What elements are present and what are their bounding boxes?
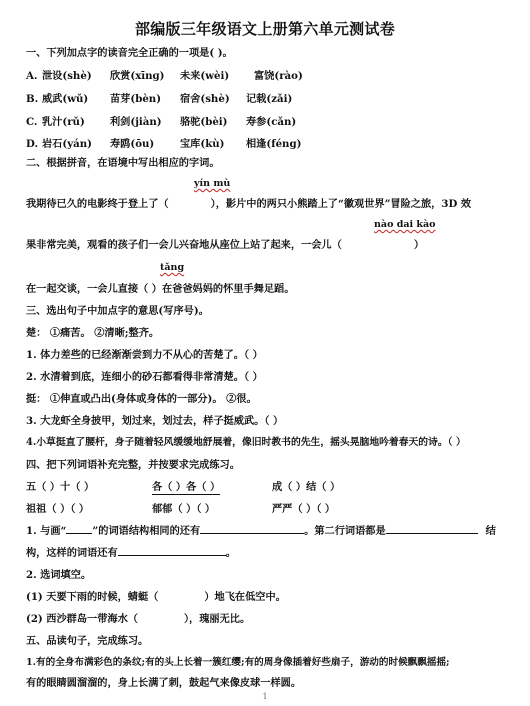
q2-sentence-2 [26, 238, 424, 252]
pinyin-yinmu: yín mù [194, 178, 231, 189]
q1-option-c-item: 寿参(cǎn) [246, 116, 297, 128]
q2-sentence-2-start: 果非常完美，观看的孩子们一会儿兴奋地从座位上站了起来，一会儿（ [26, 239, 342, 251]
idiom-ge-ge-underlined: 各（ ）各（ ） [152, 481, 221, 493]
q2-heading: 二、根据拼音，在语境中写出相应的字词。 [26, 157, 220, 169]
idiom-wu-shi: 五（ ）十（ ） [26, 481, 95, 493]
q1-option-a-item: 未来(wèi) [180, 70, 230, 82]
q3-sentence-4: 4.小草挺直了腰杆，身子随着轻风缓缓地舒展着，像旧时教书的先生，摇头晃脑地吟着春天的诗。（ ） [26, 437, 466, 448]
idiom-ge-ge [152, 480, 220, 495]
q3-sentence-2: 2. 水清着到底，连细小的砂石都看得非常清楚。（ ） [26, 371, 263, 383]
q1-option-d-item: 岩石(yán) [42, 138, 92, 150]
q4-ex1-part-e: 构，这样的词语还有 [26, 547, 118, 559]
q2-sentence-3: 在一起交谈，一会儿直接（ ）在爸爸妈妈的怀里手舞足蹈。 [26, 283, 295, 295]
pinyin-naodaikao: nào dai kào [374, 219, 436, 230]
q3-sentence-1: 1. 体力差些的已经渐渐尝到力不从心的苦楚了。（ ） [26, 349, 263, 361]
q1-option-d-item: 相逢(féng) [246, 138, 302, 150]
q4-fill-1-start: (1) 天要下雨的时候，蜻蜓（ [26, 591, 159, 603]
q4-ex1-part-c: 。第二行词语都是 [304, 525, 386, 537]
q1-option-a-item: 富饶(rào) [254, 70, 303, 82]
q1-option-b-item: 记载(zǎi) [246, 93, 293, 105]
q4-fill-1 [26, 590, 286, 604]
q3-definition-ting: 挺： ①伸直或凸出(身体或身体的一部分)。 ②很。 [26, 393, 257, 405]
q2-sentence-2-end: ） [413, 239, 424, 251]
q1-option-c-item: 骆驼(bèi) [180, 116, 228, 128]
q4-ex1-part-a: 1. 与画“ [26, 525, 67, 537]
q1-option-a-item: 欣赏(xīnɡ) [110, 70, 165, 82]
q3-sentence-3: 3. 大龙虾全身披甲，划过来，划过去，样子挺威武。（ ） [26, 415, 284, 427]
page-title: 部编版三年级语文上册第六单元测试卷 [134, 20, 396, 38]
q3-definition-chu: 楚： ①痛苦。 ②清晰;整齐。 [26, 327, 160, 339]
q2-sentence-1 [26, 197, 471, 211]
q1-option-b-item: 威武(wǔ) [42, 93, 89, 105]
q1-option-a-item: 泄设(shè) [42, 70, 92, 82]
pinyin-tang: tǎng [160, 262, 185, 273]
q1-option-b-label: B. [26, 93, 39, 105]
q5-passage-line-2: 有的眼睛圆溜溜的，身上长满了刺，鼓起气来像皮球一样圆。 [26, 677, 302, 689]
q2-sentence-1-end: ），影片中的两只小熊踏上了“徽观世界”冒险之旅，3D 效 [210, 198, 472, 210]
q4-fill-2-start: (2) 西沙群岛一带海水（ [26, 613, 138, 625]
q4-exercise-2: 2. 选词填空。 [26, 569, 92, 581]
q1-option-d-item: 寿鸥(ōu) [110, 138, 155, 150]
q4-heading: 四、把下列词语补充完整，并按要求完成练习。 [26, 459, 240, 471]
q4-exercise-1-cont [26, 546, 236, 560]
q1-option-c-label: C. [26, 116, 38, 128]
q5-heading: 五、品读句子，完成练习。 [26, 635, 149, 647]
q1-option-b-item: 苗芽(bèn) [110, 93, 162, 105]
q1-option-a-label: A. [26, 70, 38, 82]
idiom-yu-yu: 郁郁（ ）（ ） [152, 503, 216, 515]
q4-exercise-1 [26, 524, 496, 538]
idiom-zu-zu: 祖祖（ ）（ ） [26, 503, 90, 515]
idiom-cheng-jie: 成（ ）结（ ） [272, 481, 341, 493]
q3-heading: 三、选出句子中加点字的意思(写序号)。 [26, 305, 209, 317]
q4-ex1-part-b: ”的词语结构相同的还有 [92, 525, 201, 537]
q1-option-b-item: 宿舍(shè) [180, 93, 230, 105]
q4-ex1-part-d: 结 [485, 525, 496, 537]
q4-fill-2-end: ），瑰丽无比。 [183, 613, 251, 625]
q4-ex1-part-f: 。 [225, 547, 236, 559]
q1-heading: 一、下列加点字的读音完全正确的一项是( )。 [26, 47, 233, 59]
q1-option-c-item: 利剑(jiàn) [110, 116, 162, 128]
q4-fill-2 [26, 612, 250, 626]
q1-option-d-item: 宝库(kù) [180, 138, 225, 150]
q1-option-d-label: D. [26, 138, 39, 150]
q1-option-c-item: 乳汁(rǔ) [42, 116, 85, 128]
page-number: 1 [262, 692, 268, 701]
q4-fill-1-end: ）地飞在低空中。 [204, 591, 286, 603]
idiom-yan-yan: 严严（ ）（ ） [272, 503, 336, 515]
q5-passage-line-1: 1.有的全身布满彩色的条纹;有的头上长着一簇红缨;有的周身像插着好些扇子，游动的时候飘飘摇摇; [26, 657, 450, 668]
q2-sentence-1-start: 我期待已久的电影终于登上了（ [26, 198, 169, 210]
